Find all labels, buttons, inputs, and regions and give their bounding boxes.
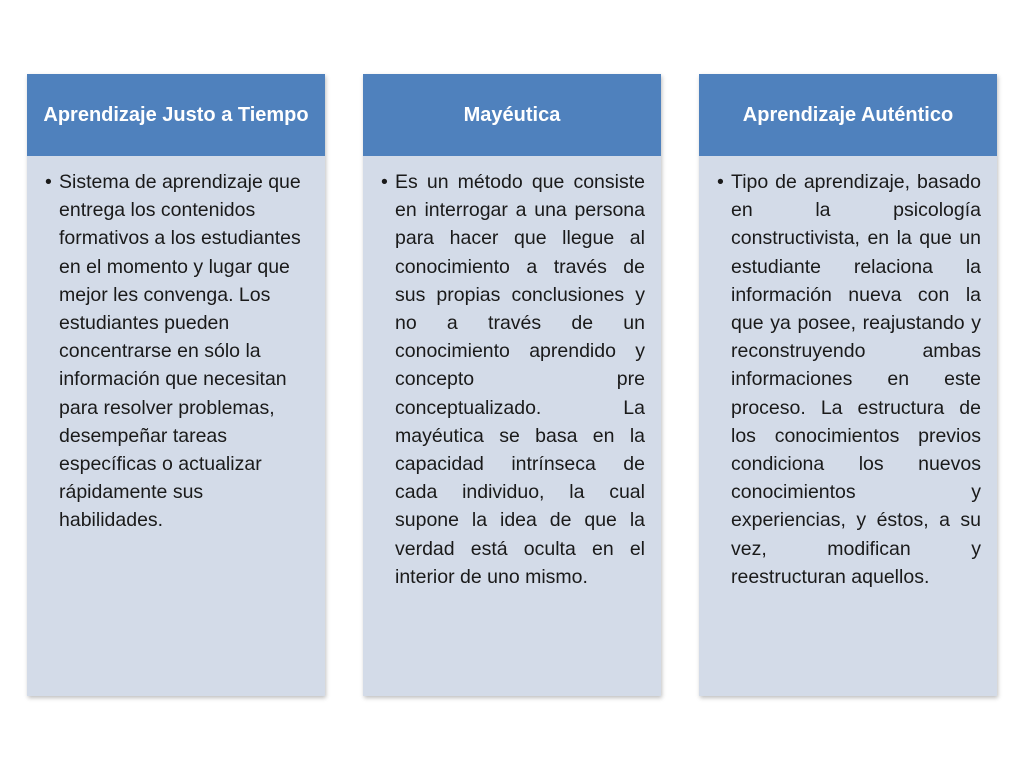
bullet-icon: •	[381, 171, 388, 193]
card-title: Aprendizaje Auténtico	[699, 74, 997, 156]
bullet-text: Es un método que consiste en interrogar a una persona para hacer que llegue al conocimiento a través de sus propias conclusiones y no a través de un conocimiento aprendido y concepto pre conceptualizado. La mayéutica se basa en la capacidad intrínseca de cada individuo, la cual supone la idea de que la verdad está oculta en el interior de uno mismo.	[395, 171, 645, 588]
card-mayeutica	[363, 74, 661, 696]
card-body	[27, 156, 325, 696]
bullet-text: Tipo de aprendizaje, basado en la psicología constructivista, en la que un estudiante relaciona la información nueva con la que ya posee, reajustando y reconstruyendo ambas informaciones en este proceso. La estructura de los conocimientos previos condiciona los nuevos conocimientos y experiencias, y éstos, a su vez, modifican y reestructuran aquellos.	[731, 171, 981, 588]
bullet-item	[45, 168, 309, 535]
bullet-icon: •	[45, 171, 52, 193]
card-aprendizaje-justo-a-tiempo	[27, 74, 325, 696]
card-title: Aprendizaje Justo a Tiempo	[27, 74, 325, 156]
card-body	[363, 156, 661, 696]
card-body	[699, 156, 997, 696]
bullet-item	[717, 168, 981, 591]
bullet-item	[381, 168, 645, 591]
bullet-text: Sistema de aprendizaje que entrega los contenidos formativos a los estudiantes en el momento y lugar que mejor les convenga. Los estudiantes pueden concentrarse en sólo la información que necesitan para resolver problemas, desempeñar tareas específicas o actualizar rápidamente sus habilidades.	[59, 171, 301, 532]
card-title: Mayéutica	[363, 74, 661, 156]
bullet-icon: •	[717, 171, 724, 193]
card-aprendizaje-autentico	[699, 74, 997, 696]
